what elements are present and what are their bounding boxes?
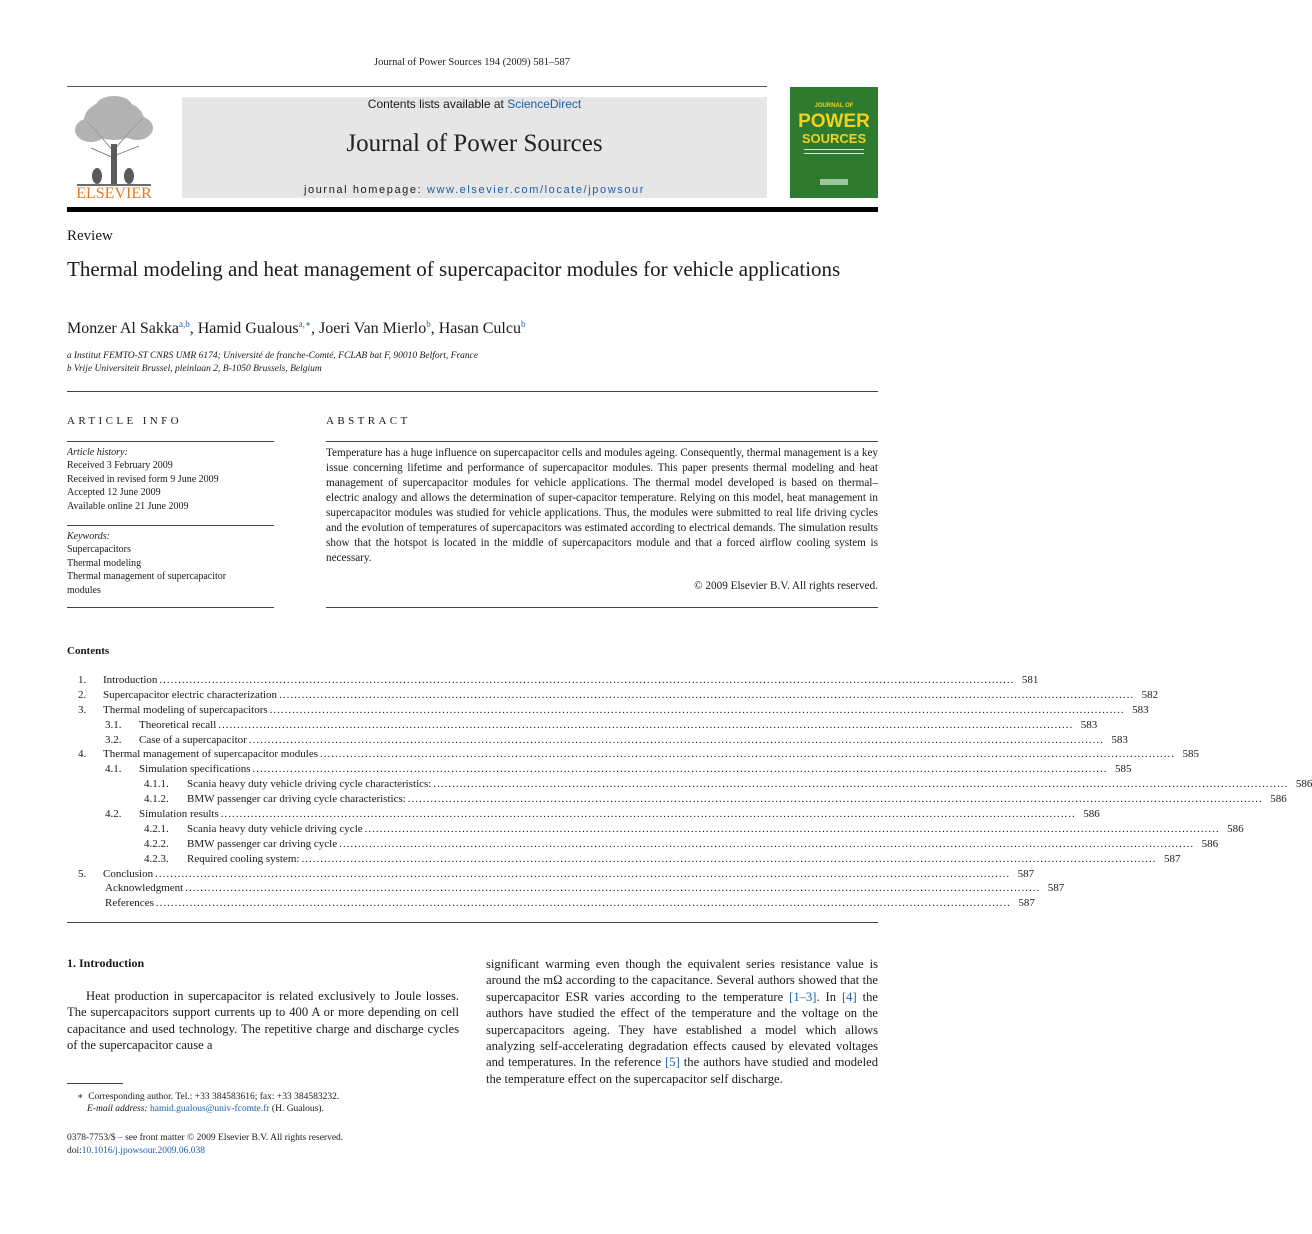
author-separator: , — [189, 320, 198, 337]
author-name[interactable]: Joeri Van Mierlo — [318, 320, 427, 337]
toc-page: 587 — [1047, 882, 1065, 895]
toc-label: Theoretical recall — [139, 718, 217, 731]
abstract-rule — [326, 441, 878, 442]
cover-line-3: SOURCES — [801, 131, 867, 146]
author-name[interactable]: Monzer Al Sakka — [67, 320, 179, 337]
affiliation-mark: a — [67, 350, 72, 360]
author-separator: , — [310, 320, 319, 337]
toc-entry[interactable] — [67, 733, 1128, 749]
toc-entry[interactable] — [67, 852, 1181, 868]
email-label: E-mail address: — [87, 1104, 148, 1114]
toc-number: 2. — [78, 688, 87, 701]
keywords-rule — [67, 525, 274, 526]
contents-availability — [182, 97, 767, 111]
toc-number: 4.1.2. — [144, 793, 169, 806]
homepage-link[interactable]: www.elsevier.com/locate/jpowsour — [426, 184, 646, 196]
toc-label: Acknowledgment — [105, 882, 184, 895]
toc-number: 4.1.1. — [144, 778, 169, 791]
toc-leader: .................................................................................................................................................................................................................................... — [252, 763, 1108, 776]
keyword: modules — [67, 584, 101, 596]
toc-entry[interactable] — [67, 837, 1219, 853]
journal-cover-icon — [790, 87, 878, 198]
footnote-rule — [67, 1083, 123, 1084]
journal-cover — [790, 87, 878, 198]
toc-entry[interactable] — [67, 778, 1312, 793]
author-separator: , — [430, 320, 439, 337]
toc-number: 4.2.1. — [144, 822, 169, 835]
toc-label: Scania heavy duty vehicle driving cycle — [187, 822, 363, 835]
corresponding-author-note — [67, 1091, 339, 1102]
intro-paragraph-right — [486, 956, 878, 1087]
keyword: Thermal modeling — [67, 557, 142, 569]
toc-label: Thermal management of supercapacitor modules — [103, 748, 319, 761]
toc-page: 587 — [1018, 897, 1035, 910]
toc-page: 587 — [1163, 852, 1181, 865]
intro-text: significant warming even though the equivalent series resistance value is around the mΩ according to the capacitance. Several authors showed that the supercapacitor ESR varies according to the temperature — [486, 957, 878, 1004]
toc-number: 4.2.2. — [144, 837, 169, 850]
toc-page: 586 — [1083, 808, 1100, 821]
toc-label: Simulation results — [139, 808, 219, 821]
table-of-contents — [67, 674, 1312, 912]
doi-line — [67, 1146, 205, 1156]
intro-paragraph-left: Heat production in supercapacitor is related exclusively to Joule losses. The supercapacitors support currents up to 400 A or more depending on cell capacitance and used technology. The repetitive charge and discharge cycles of the supercapacitor cause a — [67, 989, 459, 1053]
footnote-text: Corresponding author. Tel.: +33 384583616; fax: +33 384583232. — [88, 1092, 340, 1102]
toc-label: Introduction — [103, 674, 158, 686]
toc-label: Simulation specifications — [139, 763, 251, 776]
toc-page: 586 — [1201, 837, 1219, 850]
keyword: Thermal management of supercapacitor — [67, 571, 227, 583]
masthead-rule — [67, 207, 878, 212]
reference-link[interactable]: [1–3] — [789, 989, 817, 1004]
toc-page: 586 — [1295, 778, 1312, 791]
affiliation-mark: b — [67, 363, 72, 373]
toc-label: Conclusion — [103, 867, 154, 880]
intro-text: the authors have studied the effect of the temperature and the voltage on the supercapacitors ageing. They have established a model which allows analyzing self-accelerating degradation effects caused by elevated voltages and temperatures. In the reference — [486, 989, 879, 1070]
contents-prefix: Contents lists available at — [367, 97, 508, 111]
abstract-text: Temperature has a huge influence on supercapacitor cells and modules ageing. Consequently, thermal management is a key issue concerning lifetime and performance of supercapacitor modules. This paper presents thermal modeling and heat management of supercapacitor modules for vehicle applications. The thermal model developed is based on thermal–electric analogy and allows the determination of super-capacitor temperature. Relying on this model, heat management in supercapacitor modules was studied for vehicle applications. Thus, the modules were submitted to real life driving cycles and the evolution of temperatures of supercapacitors was estimated according to electrical demands. The simulation results show that the hotspot is located in the middle of supercapacitors module and that a forced airflow cooling system is necessary. — [326, 447, 878, 564]
history-revised: Received in revised form 9 June 2009 — [67, 473, 219, 485]
article-type: Review — [67, 228, 113, 244]
email-link[interactable]: hamid.gualous@univ-fcomte.fr — [149, 1104, 270, 1114]
reference-link[interactable]: [5] — [665, 1055, 680, 1070]
sciencedirect-link[interactable]: ScienceDirect — [507, 97, 582, 111]
section-divider — [67, 391, 878, 392]
author-affil-mark[interactable]: a,b — [178, 319, 190, 329]
toc-leader: .................................................................................................................................................................................................................................... — [159, 674, 1015, 686]
section-heading-introduction: 1. Introduction — [67, 956, 145, 970]
toc-leader: .................................................................................................................................................................................................................................... — [220, 808, 1076, 821]
toc-entry[interactable] — [67, 688, 1159, 704]
author-affil-mark[interactable]: a,∗ — [298, 319, 311, 329]
toc-number: 4.1. — [105, 763, 122, 776]
toc-page: 586 — [1270, 793, 1287, 806]
reference-link[interactable]: [4] — [841, 989, 857, 1004]
toc-number: 3.1. — [105, 718, 122, 731]
toc-number: 4. — [78, 748, 87, 761]
footnote-mark: ∗ — [77, 1092, 84, 1102]
toc-label: Supercapacitor electric characterization — [103, 688, 278, 701]
toc-page: 583 — [1080, 718, 1098, 731]
issn: 0378-7753/$ — [67, 1133, 116, 1143]
abstract-heading: ABSTRACT — [326, 415, 411, 427]
toc-leader: .................................................................................................................................................................................................................................... — [269, 703, 1125, 716]
toc-label: BMW passenger car driving cycle — [187, 837, 338, 850]
toc-label: Case of a supercapacitor — [139, 733, 247, 746]
author-name[interactable]: Hamid Gualous — [197, 320, 299, 337]
toc-entry[interactable] — [67, 793, 1287, 808]
cover-line-2: POWER — [798, 111, 870, 132]
toc-page: 585 — [1182, 748, 1200, 761]
toc-page: 581 — [1021, 674, 1039, 686]
toc-label: Scania heavy duty vehicle driving cycle characteristics: — [187, 778, 432, 791]
toc-entry[interactable] — [67, 867, 1035, 883]
article-info-rule — [67, 441, 274, 442]
toc-entry[interactable] — [67, 808, 1100, 823]
elsevier-tree-icon — [67, 92, 161, 200]
toc-entry[interactable] — [67, 718, 1098, 734]
intro-text: the authors have studied and modeled the temperature effect on the supercapacitor self discharge. — [486, 1055, 878, 1086]
toc-leader: .................................................................................................................................................................................................................................... — [433, 778, 1289, 791]
history-online: Available online 21 June 2009 — [67, 500, 189, 512]
toc-leader: .................................................................................................................................................................................................................................... — [155, 867, 1011, 880]
toc-number: 4.2.3. — [144, 852, 169, 865]
toc-number: 3. — [78, 703, 87, 716]
toc-entry[interactable] — [67, 882, 1065, 897]
front-matter-text: see front matter © 2009 Elsevier B.V. All rights reserved. — [125, 1133, 344, 1143]
contents-bottom-rule — [67, 922, 878, 923]
author-list — [67, 320, 525, 338]
contents-heading: Contents — [67, 645, 110, 657]
toc-leader: .................................................................................................................................................................................................................................... — [364, 822, 1220, 835]
toc-label: References — [105, 897, 154, 910]
toc-entry[interactable] — [67, 897, 1035, 912]
toc-label: Thermal modeling of supercapacitors — [103, 703, 268, 716]
toc-leader: .................................................................................................................................................................................................................................... — [279, 688, 1135, 701]
toc-leader: .................................................................................................................................................................................................................................... — [155, 897, 1011, 910]
abstract-bottom-rule — [326, 607, 878, 608]
toc-number: 5. — [78, 867, 87, 880]
toc-leader: .................................................................................................................................................................................................................................... — [218, 718, 1074, 731]
toc-leader: .................................................................................................................................................................................................................................... — [407, 793, 1263, 806]
email-suffix: (H. Gualous). — [269, 1104, 324, 1114]
intro-text: . In — [816, 989, 842, 1004]
toc-number: 3.2. — [105, 733, 122, 746]
toc-leader: .................................................................................................................................................................................................................................... — [185, 882, 1041, 895]
keywords-label: Keywords: — [67, 531, 110, 542]
cover-line-1: JOURNAL OF — [814, 103, 854, 109]
toc-entry[interactable] — [67, 674, 1039, 689]
header-rule — [67, 86, 767, 87]
author-name[interactable]: Hasan Culcu — [438, 320, 521, 337]
toc-label: BMW passenger car driving cycle characteristics: — [187, 793, 406, 806]
toc-entry[interactable] — [67, 822, 1244, 838]
running-head: Journal of Power Sources 194 (2009) 581–587 — [374, 57, 570, 68]
article-title: Thermal modeling and heat management of supercapacitor modules for vehicle applications — [67, 257, 841, 281]
journal-homepage — [182, 184, 767, 196]
toc-page: 586 — [1227, 822, 1244, 835]
author-affil-mark[interactable]: b — [520, 319, 526, 329]
issn-line — [67, 1133, 343, 1143]
toc-label: Required cooling system: — [187, 852, 300, 865]
toc-entry[interactable] — [67, 748, 1200, 763]
abstract-copyright: © 2009 Elsevier B.V. All rights reserved. — [694, 580, 878, 592]
toc-leader: .................................................................................................................................................................................................................................... — [320, 748, 1176, 761]
author-affil-mark[interactable]: b — [426, 319, 431, 329]
affiliation-text: Institut FEMTO-ST CNRS UMR 6174; Université de franche-Comté, FCLAB bat F, 90010 Belfort, France — [73, 351, 479, 361]
issn-dash: – — [115, 1133, 126, 1143]
toc-page: 583 — [1132, 703, 1149, 716]
toc-leader: .................................................................................................................................................................................................................................... — [301, 852, 1157, 865]
homepage-label: journal homepage: — [303, 184, 427, 196]
keywords — [67, 530, 274, 597]
toc-entry[interactable] — [67, 763, 1132, 778]
affiliation-b — [67, 364, 322, 374]
doi-link[interactable]: 10.1016/j.jpowsour.2009.06.038 — [81, 1146, 206, 1156]
toc-entry[interactable] — [67, 703, 1149, 719]
toc-page: 587 — [1017, 867, 1035, 880]
journal-title: Journal of Power Sources — [346, 130, 603, 157]
article-history — [67, 446, 274, 513]
doi-label: doi: — [67, 1146, 82, 1156]
history-accepted: Accepted 12 June 2009 — [67, 487, 161, 499]
publisher-name: ELSEVIER — [76, 185, 152, 202]
toc-number: 1. — [78, 674, 87, 686]
toc-leader: .................................................................................................................................................................................................................................... — [339, 837, 1195, 850]
toc-page: 585 — [1115, 763, 1132, 776]
toc-page: 582 — [1141, 688, 1159, 701]
elsevier-logo — [67, 92, 161, 200]
toc-leader: .................................................................................................................................................................................................................................... — [248, 733, 1104, 746]
article-info-heading: ARTICLE INFO — [67, 415, 182, 427]
affiliation-a — [67, 351, 478, 361]
article-info-bottom-rule — [67, 607, 274, 608]
email-note — [87, 1104, 324, 1114]
keyword: Supercapacitors — [67, 544, 131, 556]
history-received: Received 3 February 2009 — [67, 460, 173, 472]
toc-page: 583 — [1111, 733, 1128, 746]
toc-number: 4.2. — [105, 808, 122, 821]
history-label: Article history: — [67, 447, 128, 458]
affiliation-text: Vrije Universiteit Brussel, pleinlaan 2, B-1050 Brussels, Belgium — [73, 364, 322, 374]
